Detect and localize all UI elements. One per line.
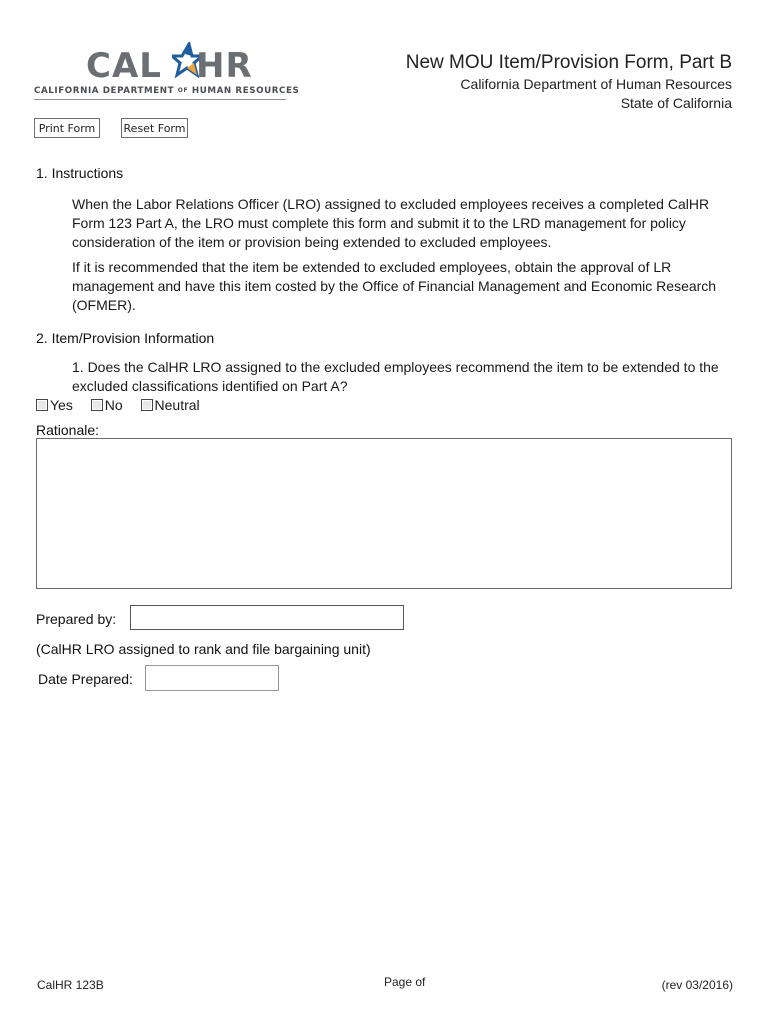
logo-word-cal: CAL [86,46,162,86]
logo-subtitle-of: OF [177,87,189,94]
checkbox-neutral[interactable] [141,399,153,411]
text-line: consideration of the item or provision being extended to excluded employees. [72,234,552,250]
option-label: Neutral [154,397,200,413]
instructions-heading: 1. Instructions [36,165,124,181]
reset-form-button[interactable]: Reset Form [121,118,188,138]
logo-subtitle-part: HUMAN RESOURCES [191,86,300,96]
option-neutral[interactable] [141,397,200,413]
date-prepared-label: Date Prepared: [38,671,133,687]
page-number: Page of [384,975,426,989]
department-name: California Department of Human Resources [460,76,732,92]
prepared-by-note: (CalHR LRO assigned to rank and file bargaining unit) [36,641,371,657]
text-line: excluded classifications identified on Part A? [72,378,348,394]
logo-underline [34,99,286,100]
logo-subtitle [34,86,300,96]
text-line: 1. Does the CalHR LRO assigned to the excluded employees recommend the item to be extended to the [72,359,719,375]
prepared-by-field[interactable] [130,605,404,630]
text-line: When the Labor Relations Officer (LRO) assigned to excluded employees receives a completed CalHR [72,196,710,212]
date-prepared-field[interactable] [145,665,279,691]
text-line: Form 123 Part A, the LRO must complete this form and submit it to the LRD management for policy [72,215,686,231]
print-form-button[interactable]: Print Form [34,118,100,138]
rationale-textarea[interactable] [36,438,732,589]
option-label: No [104,397,123,413]
form-id: CalHR 123B [37,978,104,992]
text-line: management and have this item costed by the Office of Financial Management and Economic Research [72,278,717,294]
logo-subtitle-part: CALIFORNIA DEPARTMENT [34,86,175,96]
prepared-by-label: Prepared by: [36,611,117,627]
recommendation-options [36,397,214,413]
checkbox-yes[interactable] [36,399,48,411]
revision-date: (rev 03/2016) [661,978,733,992]
item-provision-heading: 2. Item/Provision Information [36,330,215,346]
state-name: State of California [620,95,732,111]
form-title: New MOU Item/Provision Form, Part B [405,52,732,73]
calhr-logo [34,46,300,106]
text-line: (OFMER). [72,297,136,313]
logo-word-hr: HR [196,46,253,86]
option-no[interactable] [91,397,123,413]
option-yes[interactable] [36,397,73,413]
text-line: If it is recommended that the item be extended to excluded employees, obtain the approval of LR [72,259,672,275]
rationale-label: Rationale: [36,422,100,438]
option-label: Yes [50,397,73,413]
checkbox-no[interactable] [91,399,103,411]
